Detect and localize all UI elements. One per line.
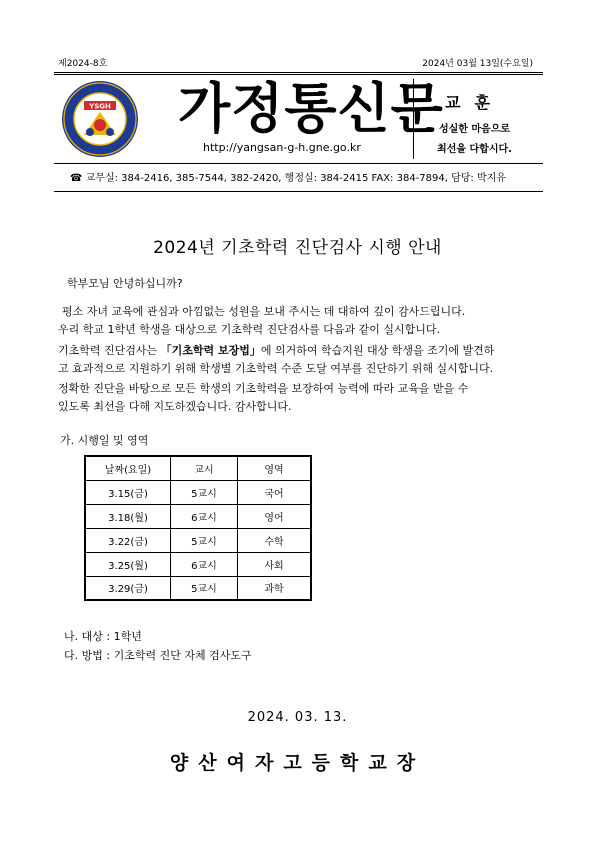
- cell-subject: 영어: [238, 504, 312, 528]
- cell-date: 3.25(월): [85, 552, 171, 576]
- masthead-divider: [54, 163, 543, 164]
- issue-number: 제2024-8호: [58, 59, 108, 69]
- body-line-3-end: 에 의거하여 학습지원 대상 학생을 조기에 발견하: [260, 344, 495, 357]
- body-line-1: 평소 자녀 교육에 관심과 아낌없는 성원을 보내 주시는 데 대하여 깊이 감사드립니다.: [62, 305, 466, 318]
- greeting: 학부모님 안녕하십니까?: [67, 277, 183, 290]
- table-row: [85, 552, 311, 576]
- issue-date: 2024년 03월 13일(수요일): [422, 59, 533, 69]
- header-date: 날짜(요일): [85, 456, 171, 480]
- school-url: http://yangsan-g-h.gne.go.kr: [203, 141, 361, 154]
- cell-period: 5교시: [171, 480, 238, 504]
- signature-date: 2024. 03. 13.: [247, 710, 348, 725]
- cell-subject: 과학: [238, 576, 312, 600]
- school-logo-icon: [60, 79, 140, 159]
- body-line-3-start: 기초학력 진단검사는: [58, 344, 161, 357]
- cell-date: 3.18(월): [85, 504, 171, 528]
- cell-period: 6교시: [171, 504, 238, 528]
- contact-info: ☎ 교무실: 384-2416, 385-7544, 382-2420, 행정실: 384-2415 FAX: 384-7894, 담당: 박지유: [70, 173, 506, 184]
- cell-period: 5교시: [171, 576, 238, 600]
- cell-subject: 수학: [238, 528, 312, 552]
- body-line-5: 정확한 진단을 바탕으로 모든 학생의 기초학력을 보장하여 능력에 따라 교육을 받을 수: [58, 382, 469, 395]
- body-line-3: [58, 344, 494, 358]
- schedule-table: [84, 455, 312, 601]
- body-line-6: 있도록 최선을 다해 지도하겠습니다. 감사합니다.: [58, 400, 292, 413]
- section-schedule-heading: 가. 시행일 및 영역: [60, 434, 149, 447]
- body-line-4: 고 효과적으로 지원하기 위해 학생별 기초학력 수준 도달 여부를 진단하기 위해 실시합니다.: [58, 362, 494, 375]
- cell-date: 3.29(금): [85, 576, 171, 600]
- table-row: [85, 528, 311, 552]
- header-subject: 영역: [238, 456, 312, 480]
- document-title: 2024년 기초학력 진단검사 시행 안내: [153, 238, 442, 258]
- cell-subject: 사회: [238, 552, 312, 576]
- motto-line-2: 최선을 다합시다.: [437, 144, 512, 155]
- section-target: 나. 대상 : 1학년: [64, 630, 142, 643]
- logo-text: YSGH: [89, 102, 111, 111]
- header-period: 교시: [171, 456, 238, 480]
- motto-line-1: 성실한 마음으로: [438, 124, 511, 135]
- cell-date: 3.15(금): [85, 480, 171, 504]
- cell-period: 5교시: [171, 528, 238, 552]
- cell-date: 3.22(금): [85, 528, 171, 552]
- table-row: [85, 576, 311, 600]
- cell-subject: 국어: [238, 480, 312, 504]
- cell-period: 6교시: [171, 552, 238, 576]
- school-principal: 양산여자고등학교장: [169, 752, 426, 774]
- section-method: 다. 방법 : 기초학력 진단 자체 검사도구: [64, 649, 252, 662]
- newsletter-title: 가정통신문: [178, 77, 444, 140]
- table-row: [85, 480, 311, 504]
- motto-title: 교훈: [445, 93, 504, 112]
- body-line-2: 우리 학교 1학년 학생을 대상으로 기초학력 진단검사를 다음과 같이 실시합니다.: [58, 323, 440, 336]
- table-header-row: [85, 456, 311, 480]
- table-row: [85, 504, 311, 528]
- law-name: 「기초학력 보장법」: [160, 344, 261, 357]
